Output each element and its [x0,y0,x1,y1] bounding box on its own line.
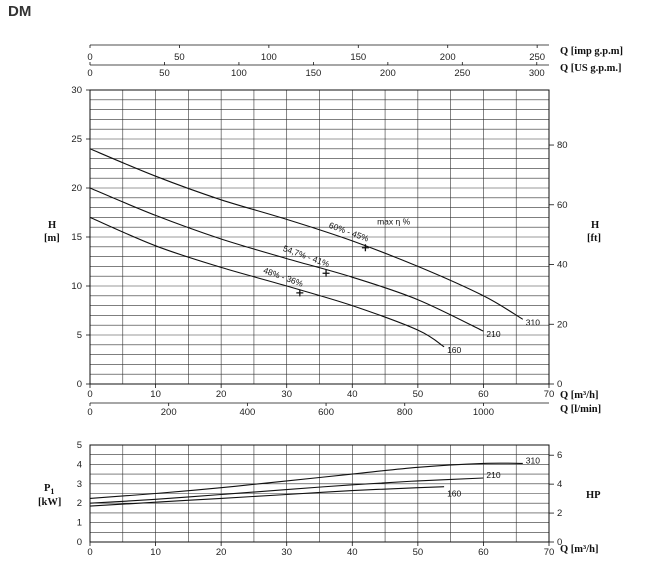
h-curve-label-310: 310 [525,317,540,328]
bep-label: 54,7% - 41% [281,243,331,270]
usgpm-tick-label: 250 [454,68,471,79]
impgpm-tick-label: 100 [260,52,277,63]
x-tick-label: 50 [412,547,424,558]
h-right-label-2: [ft] [587,233,601,244]
hp-tick-label: 2 [557,508,563,520]
p1-tick-label: 1 [76,517,82,529]
x-tick-label: 40 [346,547,358,558]
h-curve-label-210: 210 [486,329,501,340]
h-curve-310 [90,149,523,319]
y-tick-label: 30 [71,85,82,96]
max-eff-label: max η % [377,216,411,227]
usgpm-tick-label: 100 [230,68,247,79]
impgpm-tick-label: 150 [350,52,367,63]
impgpm-tick-label: 50 [174,52,185,63]
x-tick-label: 70 [543,389,555,400]
q-lmin-label: Q [l/min] [560,404,602,415]
x-tick-label: 10 [150,389,161,400]
p1-main: P [44,483,51,494]
x-tick-label: 30 [281,547,293,558]
hp-tick-label: 6 [557,450,563,462]
p1-label [44,483,54,496]
x-tick-label: 70 [543,547,555,558]
x-tick-label: 40 [346,389,358,400]
lmin-tick-label: 1000 [472,407,494,418]
x-tick-label: 60 [478,389,489,400]
usgpm-tick-label: 300 [528,68,545,79]
lmin-tick-label: 800 [396,407,413,418]
impgpm-tick-label: 200 [439,52,456,63]
y-tick-label: 5 [76,330,82,341]
y-tick-label: 25 [71,134,82,145]
p1-tick-label: 3 [76,478,82,490]
lmin-tick-label: 400 [239,407,256,418]
y-tick-label: 20 [71,183,82,194]
usgpm-tick-label: 200 [379,68,396,79]
usgpm-tick-label: 50 [159,68,170,79]
hp-tick-label: 4 [557,479,563,491]
y-tick-label: 15 [71,232,82,243]
impgpm-tick-label: 250 [529,52,546,63]
hp-tick-label: 0 [557,537,563,548]
impgpm-tick-label: 0 [87,52,93,63]
x-tick-label: 30 [281,389,293,400]
bottom-chart [77,440,563,558]
p1-curve-label-210: 210 [486,469,501,480]
usgpm-tick-label: 150 [305,68,322,79]
p1-tick-label: 2 [76,498,82,510]
ft-tick-label: 0 [557,379,563,390]
p1-curve-label-310: 310 [525,455,540,466]
h-left-label-2: [m] [44,233,60,244]
ft-tick-label: 20 [557,319,568,331]
ft-tick-label: 40 [557,259,568,271]
q-m3h-bottom-label: Q [m³/h] [560,544,599,555]
h-curve-label-160: 160 [447,344,462,355]
hp-label: HP [586,490,601,501]
lmin-tick-label: 600 [318,407,334,418]
bep-label: 48% - 36% [262,265,305,289]
x-tick-label: 0 [87,389,93,400]
ft-tick-label: 60 [557,199,568,211]
q-imp-label: Q [imp g.p.m] [560,46,623,57]
y-tick-label: 10 [71,281,82,292]
h-right-label-1: H [591,220,600,231]
x-tick-label: 50 [412,389,424,400]
p1-sub: 1 [50,487,55,496]
y-tick-label: 0 [76,379,82,390]
p1-tick-label: 5 [76,440,82,451]
lmin-tick-label: 200 [160,407,177,418]
p1-unit-label: [kW] [38,497,62,508]
top-chart [71,45,567,418]
bep-marker [323,270,330,277]
q-us-label: Q [US g.p.m.] [560,63,622,74]
x-tick-label: 20 [215,547,227,558]
x-tick-label: 0 [87,547,93,558]
usgpm-tick-label: 0 [87,68,93,79]
p1-tick-label: 4 [76,459,82,471]
bep-label: 60% - 45% [327,220,371,244]
h-left-label-1: H [48,220,57,231]
p1-tick-label: 0 [76,537,82,548]
q-m3h-label: Q [m³/h] [560,390,599,401]
ft-tick-label: 80 [557,140,568,152]
x-tick-label: 10 [150,547,161,558]
lmin-tick-label: 0 [87,407,93,418]
p1-curve-label-160: 160 [447,488,462,499]
x-tick-label: 60 [478,547,489,558]
x-tick-label: 20 [215,389,227,400]
chart-title: DM [8,3,32,20]
